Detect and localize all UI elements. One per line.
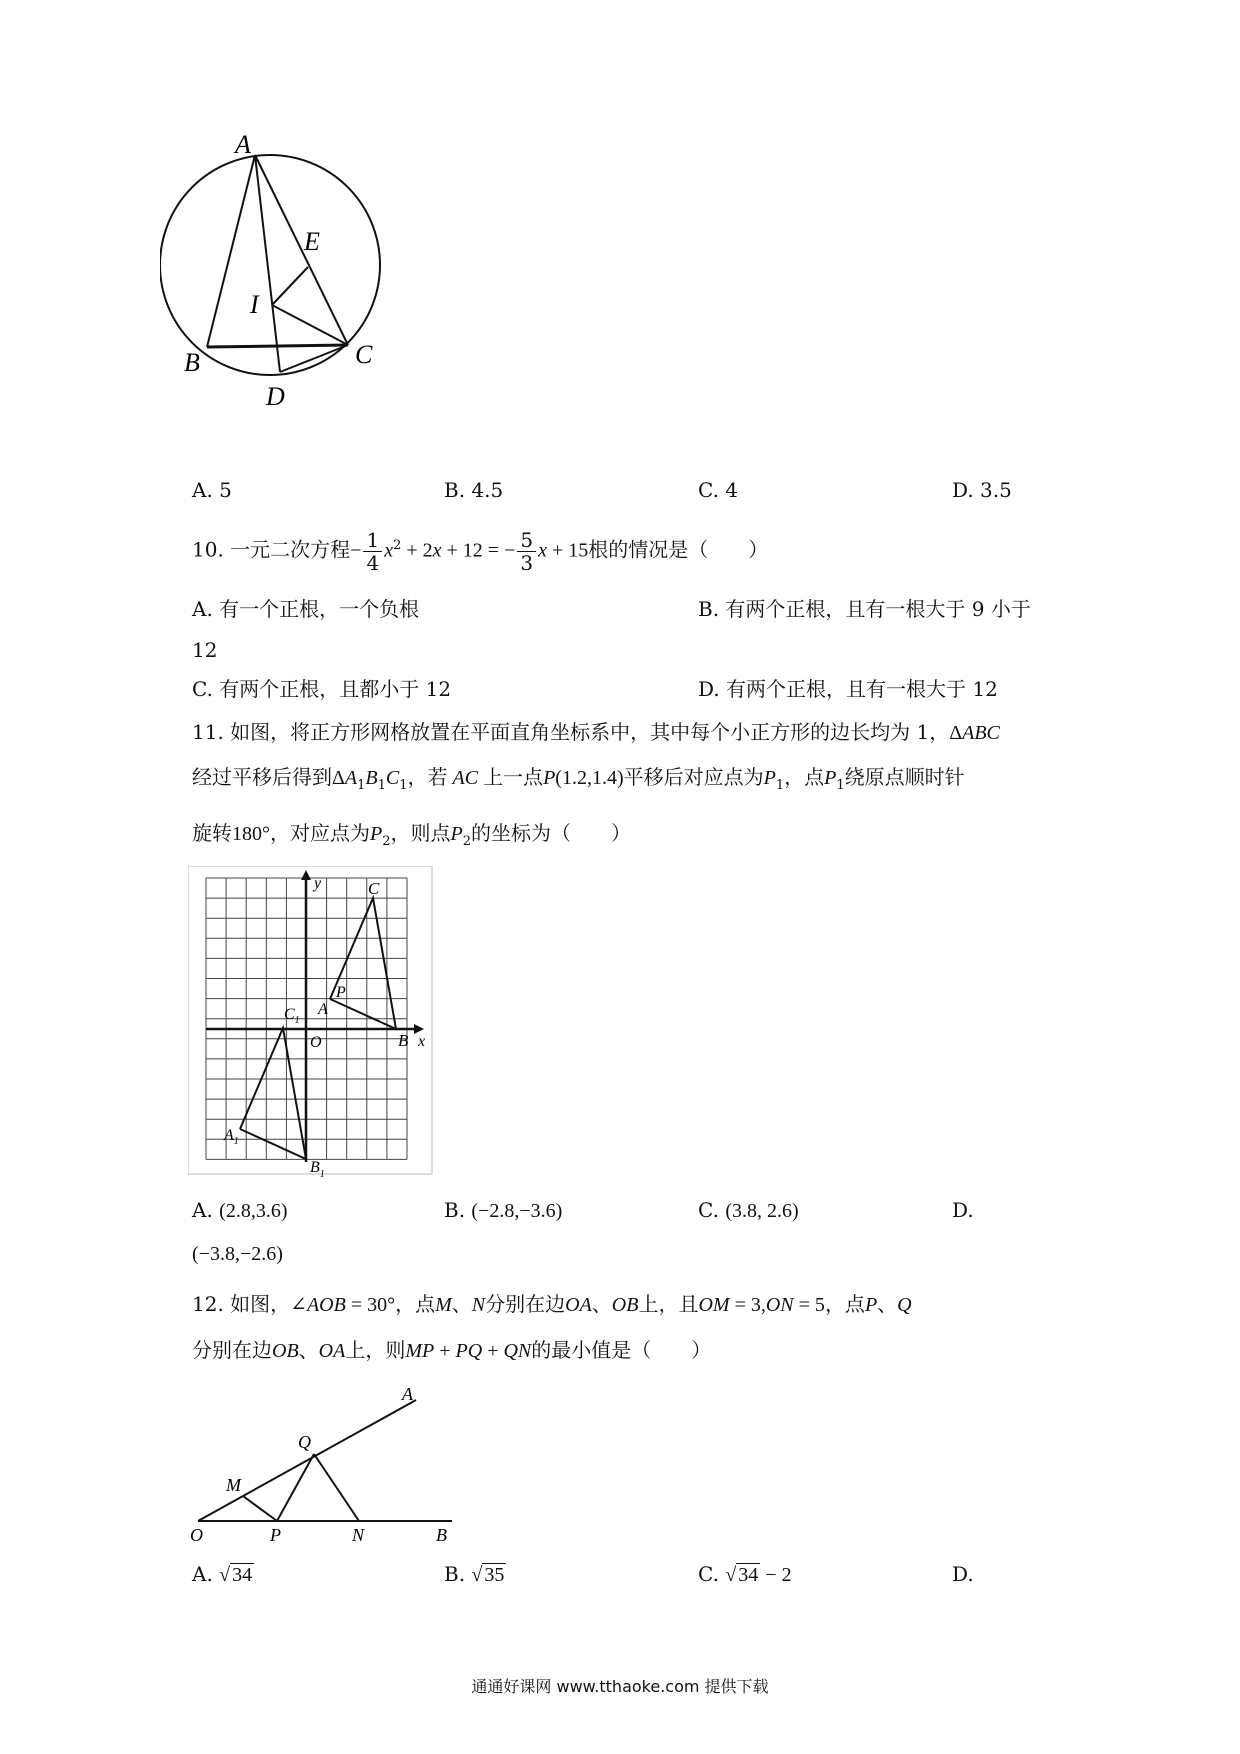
q11-line1-text: 11. 如图，将正方形网格放置在平面直角坐标系中，其中每个小正方形的边长均为 1，	[192, 720, 950, 744]
q11-line2-b: ，若	[407, 765, 448, 789]
label-x: x	[418, 1033, 426, 1050]
q10-stem: 10. 一元二次方程− $\frac{1}{4}$ $x^2 + 2x + 12$ = − $\frac{5}{3}$ x + 15根的情况是（ ）	[192, 527, 769, 575]
label-a: A	[318, 1001, 328, 1018]
label-e: E	[304, 227, 320, 256]
q11-line2-c: 上一点	[483, 765, 544, 789]
q12-line1-a: 12. 如图，	[192, 1292, 291, 1316]
q10-stem-suffix: 根的情况是（ ）	[588, 537, 769, 562]
label-b: B	[436, 1525, 447, 1544]
q10-option-c: C. 有两个正根，且都小于 12	[192, 677, 452, 701]
q9-option-c: C. 4	[698, 478, 739, 502]
label-o: O	[310, 1034, 322, 1051]
label-i: I	[250, 290, 259, 319]
q11-line2-a: 经过平移后得到	[192, 765, 332, 789]
segment-ic	[272, 305, 348, 345]
segment-ab	[207, 155, 255, 347]
y-axis-arrow	[301, 870, 311, 880]
q11-line3-a: 旋转	[192, 821, 232, 845]
q9-option-a: A. 5	[192, 478, 232, 502]
q10-option-b-cont: 12	[192, 638, 218, 662]
q11-line2-d: 平移后对应点为	[623, 765, 764, 789]
label-y: y	[314, 875, 322, 892]
label-c1: $C_1$	[284, 1006, 300, 1026]
segment-pq	[277, 1454, 314, 1521]
q11-option-c: C. (3.8, 2.6)	[698, 1198, 799, 1222]
q12-line1: 12. 如图，∠AOB = 30°，点M、N分别在边OA、OB上，且OM = 3,ON = 5，点P、Q	[192, 1292, 912, 1316]
q12-line2-c: 的最小值是（ ）	[531, 1338, 712, 1362]
triangle-abc	[330, 898, 396, 1029]
label-p: P	[270, 1525, 281, 1544]
q12-option-c: C. √ 34 − 2	[698, 1562, 792, 1586]
q12-line1-c: 分别在边	[485, 1292, 566, 1316]
q11-option-a: A. (2.8,3.6)	[192, 1198, 288, 1222]
label-n: N	[352, 1525, 365, 1544]
label-d: D	[266, 382, 285, 411]
grid-figure	[188, 866, 438, 1181]
q11-line3-c: ，则点	[390, 821, 451, 845]
q11-option-d: D.	[952, 1198, 974, 1222]
segment-ad	[255, 155, 280, 372]
q11-line2-f: 绕原点顺时针	[844, 765, 965, 789]
q12-line2-b: 上，则	[345, 1338, 406, 1362]
label-p: P	[336, 984, 346, 1001]
q11-option-b: B. (−2.8,−3.6)	[444, 1198, 563, 1222]
q10-option-d: D. 有两个正根，且有一根大于 12	[698, 677, 998, 701]
q11-line3-b: ，对应点为	[270, 821, 370, 845]
label-b1: $B_1$	[310, 1159, 325, 1180]
circle-figure	[160, 125, 440, 465]
q11-line3-d: 的坐标为（ ）	[471, 821, 631, 845]
label-a1: $A_1$	[224, 1127, 239, 1147]
q10-option-b: B. 有两个正根，且有一根大于 9 小于	[698, 597, 1031, 621]
q12-line1-d: 上，且	[638, 1292, 699, 1316]
label-b: B	[184, 348, 200, 377]
q12-line1-e: ，点	[824, 1292, 865, 1316]
ray-oa	[198, 1400, 416, 1521]
q11-line3: 旋转180°，对应点为$P_2$，则点$P_2$的坐标为（ ）	[192, 821, 631, 849]
label-b: B	[398, 1031, 409, 1050]
label-q: Q	[298, 1432, 311, 1452]
q12-line1-b: ，点	[395, 1292, 436, 1316]
segment-ie	[272, 267, 308, 305]
label-a: A	[402, 1384, 413, 1404]
angle-figure	[186, 1384, 466, 1544]
q11-line2-e: ，点	[784, 765, 825, 789]
q11-line2: 经过平移后得到$\Delta A_1B_1C_1$，若 AC 上一点P(1.2,1.4)平移后对应点为$P_1$，点$P_1$绕原点顺时针	[192, 765, 965, 793]
q12-option-b: B. √ 35	[444, 1562, 505, 1586]
q9-option-b: B. 4.5	[444, 478, 504, 502]
q9-option-d: D. 3.5	[952, 478, 1012, 502]
label-o: O	[190, 1525, 203, 1544]
page-footer: 通通好课网 www.tthaoke.com 提供下载	[471, 1677, 769, 1696]
label-c: C	[355, 340, 373, 369]
q11-line1: 11. 如图，将正方形网格放置在平面直角坐标系中，其中每个小正方形的边长均为 1，ΔABC	[192, 720, 1000, 744]
label-c: C	[368, 879, 380, 898]
q10-stem-prefix: 10. 一元二次方程	[192, 537, 351, 562]
segment-mp	[243, 1496, 277, 1521]
q10-option-a: A. 有一个正根，一个负根	[192, 597, 420, 621]
segment-qn	[314, 1454, 359, 1521]
q11-option-d-value: (−3.8,−2.6)	[192, 1243, 283, 1265]
q12-line2-a: 分别在边	[192, 1338, 272, 1362]
q12-line2: 分别在边OB、OA上，则MP + PQ + QN的最小值是（ ）	[192, 1338, 712, 1362]
segment-ac	[255, 155, 348, 345]
label-m: M	[226, 1475, 241, 1495]
segment-dc	[280, 345, 348, 372]
q12-option-a: A. √ 34	[192, 1562, 253, 1586]
q12-option-d: D.	[952, 1562, 974, 1586]
label-a: A	[235, 130, 251, 159]
